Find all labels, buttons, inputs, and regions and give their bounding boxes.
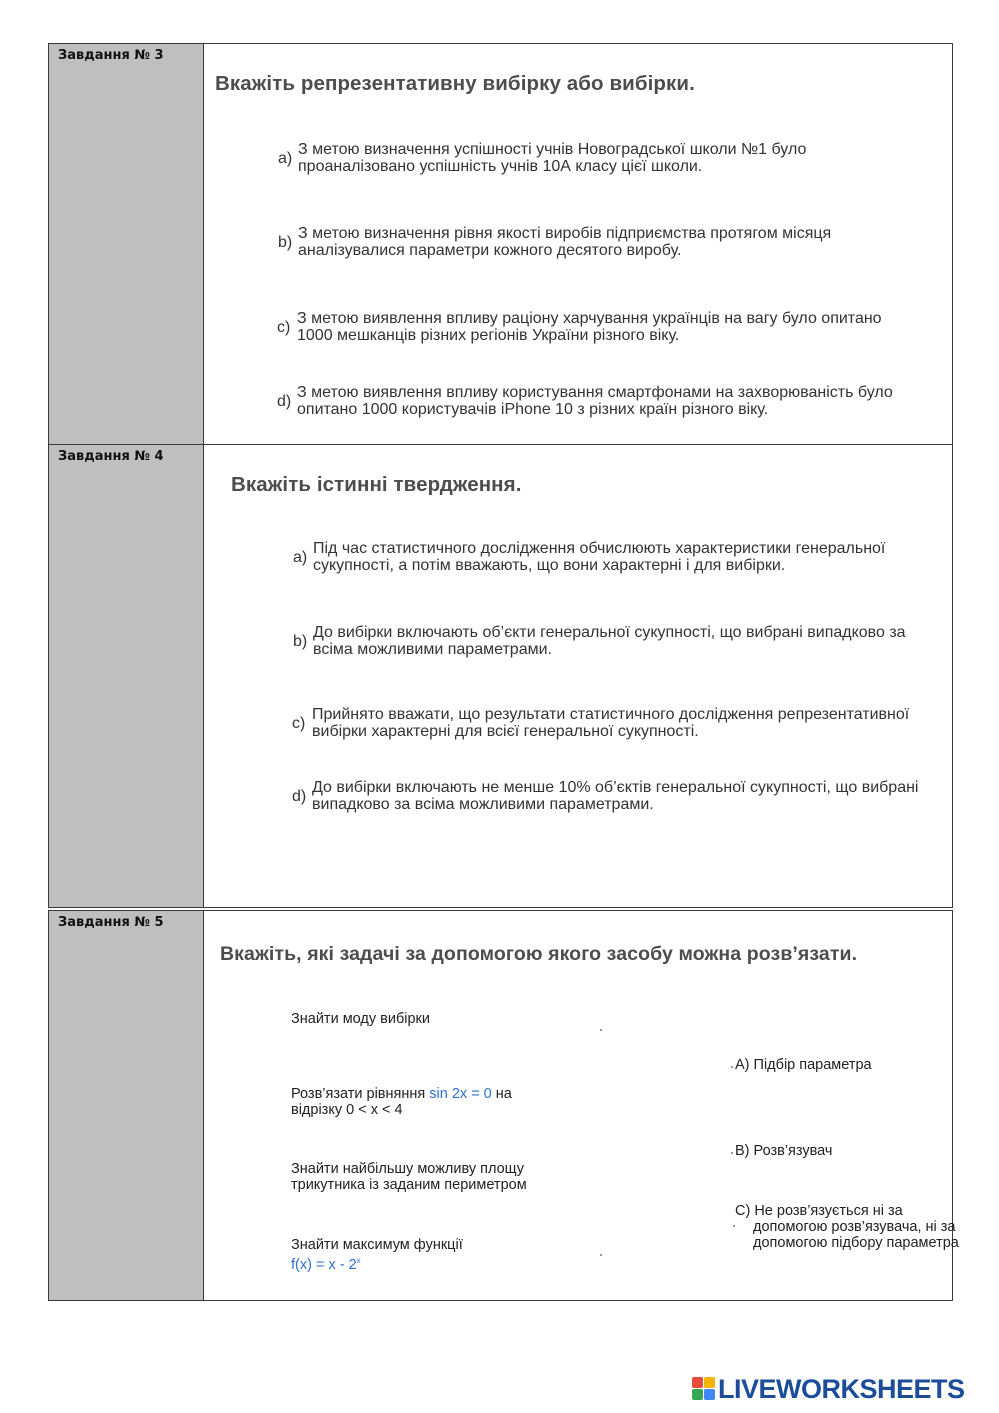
- task-5-label: Завдання № 5: [58, 915, 164, 930]
- task-3-heading: Вкажіть репрезентативну вибірку або вибірки.: [215, 72, 695, 95]
- option-line: До вибірки включають об’єкти генеральної сукупності, що вибрані випадково за: [313, 624, 906, 641]
- tool-line: допомогою розв’язувача, ні за: [753, 1219, 956, 1235]
- logo-block-blue: [704, 1389, 715, 1400]
- option-text: [298, 225, 831, 259]
- option-letter: c): [277, 319, 291, 336]
- tool-solver[interactable]: [735, 1143, 832, 1159]
- option-letter: a): [293, 549, 308, 566]
- option-line: З метою визначення успішності учнів Новоградської школи №1 було: [298, 141, 807, 158]
- option-line: випадково за всіма можливими параметрами.: [312, 796, 654, 813]
- option-line: опитано 1000 користувачів iPhone 10 з різних країн різного віку.: [297, 401, 769, 418]
- option-text: [313, 624, 906, 658]
- task-4-label-cell: [49, 445, 204, 907]
- problem-text: Знайти моду вибірки: [291, 1011, 430, 1027]
- problem-line: трикутника із заданим периметром: [291, 1177, 527, 1193]
- task-5-label-cell: [49, 911, 204, 1300]
- connector-dot[interactable]: [600, 1029, 602, 1031]
- logo-block-yellow: [704, 1377, 715, 1388]
- task-3-label-cell: [49, 44, 204, 444]
- option-letter: a): [278, 150, 293, 167]
- problem-line: [291, 1086, 512, 1102]
- function-formula: [291, 1253, 463, 1273]
- problem-text: Розв’язати рівняння: [291, 1086, 430, 1102]
- option-letter: d): [292, 788, 307, 805]
- task-4-heading: Вкажіть істинні твердження.: [231, 473, 522, 496]
- task-3-row: [48, 43, 953, 445]
- tool-text: А) Підбір параметра: [735, 1057, 872, 1073]
- logo-blocks-icon: [692, 1377, 716, 1401]
- tool-line: допомогою підбору параметра: [753, 1235, 959, 1251]
- option-line: всіма можливими параметрами.: [313, 641, 552, 658]
- task-5-content: [205, 911, 959, 1300]
- option-letter: c): [292, 715, 306, 732]
- option-line: Під час статистичного дослідження обчислюють характеристики генеральної: [313, 540, 886, 557]
- problem-line: відрізку 0 < x < 4: [291, 1102, 403, 1118]
- connector-dot[interactable]: [600, 1254, 602, 1256]
- logo-block-red: [692, 1377, 703, 1388]
- option-text: [313, 540, 885, 574]
- option-line: З метою виявлення впливу раціону харчування українців на вагу було опитано: [297, 310, 882, 327]
- connector-dot[interactable]: [731, 1066, 733, 1068]
- tool-not-solvable[interactable]: [735, 1203, 959, 1251]
- task-4-row: [48, 445, 953, 908]
- problem-function-maximum[interactable]: [291, 1237, 463, 1273]
- option-text: [297, 384, 893, 418]
- task-3-content: [205, 44, 952, 444]
- option-letter: d): [277, 393, 292, 410]
- problem-max-triangle-area[interactable]: [291, 1161, 527, 1193]
- option-text: [298, 141, 806, 175]
- problem-find-mode[interactable]: [291, 1011, 430, 1027]
- tool-text: В) Розв’язувач: [735, 1143, 833, 1159]
- connector-dot[interactable]: [731, 1152, 733, 1154]
- task-5-heading: Вкажіть, які задачі за допомогою якого засобу можна розв’язати.: [220, 943, 858, 965]
- equation-text: sin 2x = 0: [429, 1086, 492, 1102]
- tool-parameter-fitting[interactable]: [735, 1057, 872, 1073]
- formula-exponent: x: [356, 1256, 361, 1265]
- option-line: аналізувалися параметри кожного десятого виробу.: [298, 242, 682, 259]
- option-line: З метою виявлення впливу користування смартфонами на захворюваність було: [297, 384, 893, 401]
- task-3-label: Завдання № 3: [58, 48, 164, 63]
- option-line: До вибірки включають не менше 10% об’єктів генеральної сукупності, що вибрані: [312, 779, 919, 796]
- problem-line: Знайти максимум функції: [291, 1237, 463, 1253]
- logo-block-green: [692, 1389, 703, 1400]
- option-line: вибірки характерні для всієї генеральної сукупності.: [312, 723, 699, 740]
- problem-line: Знайти найбільшу можливу площу: [291, 1161, 524, 1177]
- option-letter: b): [293, 633, 308, 650]
- formula-text: f(x) = x - 2: [291, 1256, 357, 1273]
- option-line: Прийнято вважати, що результати статистичного дослідження репрезентативної: [312, 706, 910, 723]
- option-text: [312, 779, 918, 813]
- liveworksheets-logo[interactable]: [692, 1374, 965, 1404]
- option-line: 1000 мешканців різних регіонів України різного віку.: [297, 327, 680, 344]
- task-4-label: Завдання № 4: [58, 449, 164, 464]
- logo-text: LIVEWORKSHEETS: [718, 1373, 965, 1404]
- problem-text: на: [491, 1086, 512, 1102]
- option-line: З метою визначення рівня якості виробів підприємства протягом місяця: [298, 225, 832, 242]
- option-line: проаналізовано успішність учнів 10А класу цієї школи.: [298, 158, 703, 175]
- task-4-content: [205, 445, 952, 907]
- task-5-row: [48, 910, 959, 1301]
- option-text: [312, 706, 909, 740]
- tool-line: С) Не розв’язується ні за: [735, 1203, 903, 1219]
- option-letter: b): [278, 234, 293, 251]
- option-line: сукупності, а потім вважають, що вони характерні і для вибірки.: [313, 557, 786, 574]
- option-text: [297, 310, 882, 344]
- problem-solve-equation[interactable]: [291, 1086, 512, 1118]
